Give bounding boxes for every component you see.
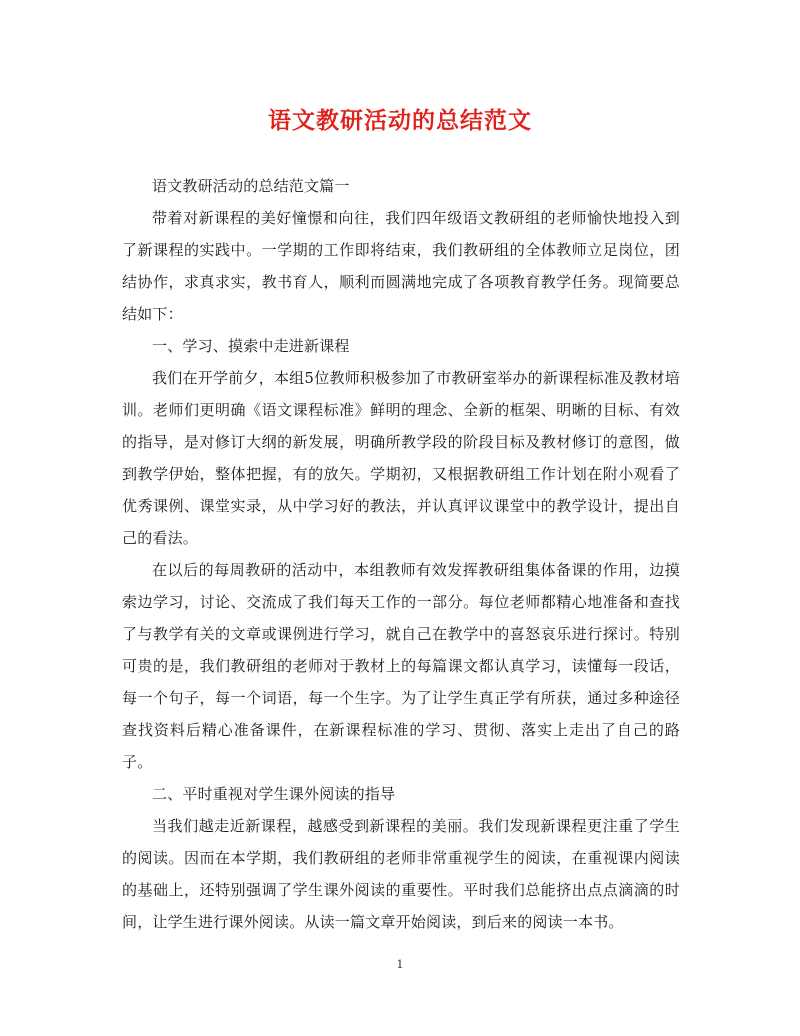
paragraph-intro: 带着对新课程的美好憧憬和向往，我们四年级语文教研组的老师愉快地投入到了新课程的实践中。一学期的工作即将结束，我们教研组的全体教师立足岗位，团结协作，求真求实，教书育人，顺利而圆满地完成了各项教育教学任务。现简要总结如下： [122,209,680,323]
section-heading-1: 一、学习、摸索中走进新课程 [152,337,350,355]
paragraph-training: 我们在开学前夕，本组5位教师积极参加了市教研室举办的新课程标准及教材培训。老师们更明确《语文课程标准》鲜明的理念、全新的框架、明晰的目标、有效的指导，是对修订大纲的新发展，明确所教学段的阶段目标及教材修订的意图，做到教学伊始，整体把握，有的放矢。学期初，又根据教研组工作计划在附小观看了优秀课例、课堂实录，从中学习好的教法，并认真评议课堂中的教学设计，提出自己的看法。 [122,369,680,547]
document-body [122,170,680,938]
section-subtitle: 语文教研活动的总结范文篇一 [152,177,350,195]
paragraph-weekly-research: 在以后的每周教研的活动中，本组教师有效发挥教研组集体备课的作用，边摸索边学习，讨论、交流成了我们每天工作的一部分。每位老师都精心地准备和查找了与教学有关的文章或课例进行学习，就自己在教学中的喜怒哀乐进行探讨。特别可贵的是，我们教研组的老师对于教材上的每篇课文都认真学习，读懂每一段话，每一个句子，每一个词语，每一个生字。为了让学生真正学有所获，通过多种途径查找资料后精心准备课件，在新课程标准的学习、贯彻、落实上走出了自己的路子。 [122,561,680,771]
paragraph-reading: 当我们越走近新课程，越感受到新课程的美丽。我们发现新课程更注重了学生的阅读。因而在本学期，我们教研组的老师非常重视学生的阅读，在重视课内阅读的基础上，还特别强调了学生课外阅读的重要性。平时我们总能挤出点点滴滴的时间，让学生进行课外阅读。从读一篇文章开始阅读，到后来的阅读一本书。 [122,817,680,931]
page-number: 1 [396,958,404,971]
section-heading-2: 二、平时重视对学生课外阅读的指导 [152,785,396,803]
document-title: 语文教研活动的总结范文 [268,107,532,134]
